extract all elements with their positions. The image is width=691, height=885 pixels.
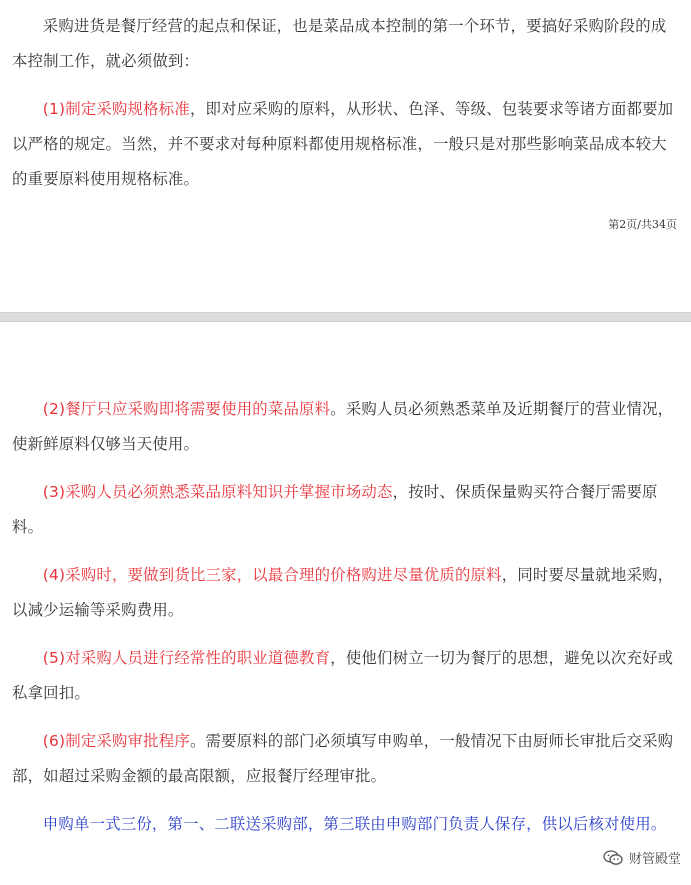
document-page-1 bbox=[0, 0, 691, 312]
item-6-paragraph bbox=[12, 724, 680, 794]
page-number: 第2页/共34页 bbox=[608, 218, 677, 231]
document-page-2 bbox=[0, 322, 691, 885]
watermark bbox=[603, 848, 681, 867]
item-4-body: ，同时要尽量就地采购，以减少运输等采购费用。 bbox=[12, 566, 674, 619]
item-2-paragraph bbox=[12, 392, 680, 462]
item-5-paragraph bbox=[12, 641, 680, 711]
item-1-heading: (1)制定采购规格标准 bbox=[42, 100, 190, 118]
item-4-heading: (4)采购时，要做到货比三家，以最合理的价格购进尽量优质的原料 bbox=[42, 566, 502, 584]
item-5-body: ，使他们树立一切为餐厅的思想，避免以次充好或私拿回扣。 bbox=[12, 649, 674, 702]
item-2-heading: (2)餐厅只应采购即将需要使用的菜品原料 bbox=[42, 400, 331, 418]
item-4-paragraph bbox=[12, 558, 680, 628]
item-3-body: ，按时、保质保量购买符合餐厅需要原料。 bbox=[12, 483, 658, 536]
item-3-paragraph bbox=[12, 475, 680, 545]
note-text: 申购单一式三份，第一、二联送采购部，第三联由申购部门负责人保存，供以后核对使用。 bbox=[42, 815, 667, 833]
item-1-paragraph bbox=[12, 92, 680, 197]
item-5-heading: (5)对采购人员进行经常性的职业道德教育 bbox=[42, 649, 331, 667]
intro-paragraph bbox=[12, 9, 680, 79]
item-1-body: ，即对应采购的原料，从形状、色泽、等级、包装要求等诸方面都要加以严格的规定。当然，并不要求对每种原料都使用规格标准，一般只是对那些影响菜品成本较大的重要原料使用规格标准。 bbox=[12, 100, 674, 188]
item-3-heading: (3)采购人员必须熟悉菜品原料知识并掌握市场动态 bbox=[42, 483, 393, 501]
page-separator bbox=[0, 312, 691, 322]
intro-text: 采购进货是餐厅经营的起点和保证，也是菜品成本控制的第一个环节，要搞好采购阶段的成本控制工作，就必须做到： bbox=[12, 17, 667, 70]
note-paragraph bbox=[12, 807, 680, 842]
wechat-icon bbox=[603, 850, 623, 866]
item-6-heading: (6)制定采购审批程序 bbox=[42, 732, 190, 750]
watermark-label: 财管殿堂 bbox=[628, 852, 681, 867]
item-2-body: 。采购人员必须熟悉菜单及近期餐厅的营业情况，使新鲜原料仅够当天使用。 bbox=[12, 400, 674, 453]
item-6-body: 。需要原料的部门必须填写申购单，一般情况下由厨师长审批后交采购部，如超过采购金额的最高限额，应报餐厅经理审批。 bbox=[12, 732, 674, 785]
